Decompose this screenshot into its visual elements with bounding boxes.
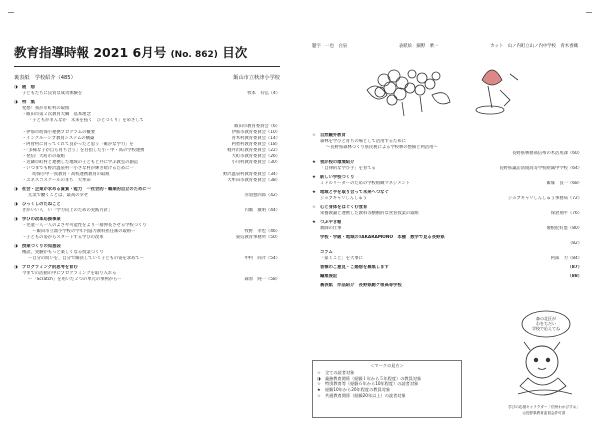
section-title: 特 集: [22, 100, 35, 105]
section-title: 社会・企業が求める資質・能力 一社会的・職業的自立のために一: [22, 187, 151, 192]
entry-title: ー飯田市立鼎小学校の学年内協力教科担任制の取組ー: [28, 229, 136, 234]
entry-title: ぎがいい人 い「学力向上のための実践方針」: [22, 208, 113, 213]
title-rule: [14, 66, 280, 67]
toc-entry: [14, 277, 280, 283]
entry-title: 森林を学びと育ちの場として活用するために: [320, 139, 406, 144]
mascot-caption: 学びの応援キャラクター「信州わかびすお」: [508, 405, 580, 409]
entry-author-page: 保倉翔平（76）: [550, 211, 582, 216]
entry-title: ・飯田市第２次教育大綱 基本理念: [22, 112, 91, 117]
credit-cut: カット 山ノ内町立山ノ内中学校 青木香織: [490, 44, 578, 49]
section-title: つぶやき帳: [320, 220, 342, 225]
toc-entry: [312, 256, 582, 262]
mark-legend-box: [312, 360, 462, 418]
entry-author-page: 青木村教育委員会（14）: [231, 136, 280, 141]
entry-author-page: 長野県林務部信州の木活用課（60）: [512, 151, 582, 156]
section-heading-text: [312, 265, 389, 271]
toc-entry: [312, 196, 582, 202]
mascot-caption: ◎長野県教育委員会許可済: [522, 411, 566, 415]
entry-author-page: 牧野 孝也（46）: [244, 229, 280, 234]
section-title: 皆様のご意見・ご感想を募集します: [320, 265, 389, 270]
toc-entry: [312, 181, 582, 187]
entry-author-page: 俊根紀好恵（80）: [546, 226, 582, 231]
section-page-number: （87）: [567, 265, 582, 270]
section-title: 新しい学校づくり: [320, 175, 355, 180]
section-title: 学校・学級・地域のTAKARAMONO 本棚 数学で見る長野県: [320, 235, 445, 240]
section-heading-text: [312, 283, 402, 289]
entry-title: ・ユネスコスクールのまち 大牟田: [22, 178, 91, 183]
entry-author-page: 軽井沢町教育委員会（22）: [227, 148, 280, 153]
right-toc-list: [312, 130, 582, 289]
entry-author-page: 長野県諏訪清陵高等学校附属中学校（64）: [499, 166, 582, 171]
section-title: プログラミング的思考を育む: [22, 265, 78, 270]
entry-author-page: 飯田市教育委員会（6）: [234, 124, 280, 129]
entry-author-page: 野沢温泉村教育委員会（34）: [222, 172, 280, 177]
hydrangea-flowers: [375, 70, 440, 105]
entry-title: ・インクルーシブ教育システムの構築: [22, 136, 95, 141]
section-title: 編集後記: [320, 274, 338, 279]
bubble-line: 学校で応えてね: [532, 326, 560, 331]
entry-title: 教師の仕事: [320, 226, 342, 231]
section-title: 心と身体をはぐくむ食育: [320, 205, 368, 210]
left-toc-list: [14, 85, 280, 283]
mascot-illustration: [508, 308, 580, 418]
legend-item: ☆ 全ての読者対象: [317, 369, 355, 375]
section-mark-icon: ◑: [14, 265, 18, 270]
toc-entry: [312, 166, 582, 172]
section-mark-icon: ◑: [14, 187, 18, 192]
legend-item: ◑ 義務教育関係（経験１年から５年程度）の教員対象: [317, 375, 422, 381]
hydrangea-illustration: [342, 50, 532, 128]
toc-entry: [312, 211, 582, 217]
entry-title: ・子どもの姿からスタートする学びの改革: [22, 235, 104, 240]
entry-author-page: 小川村教育委員会（30）: [231, 160, 280, 165]
title-suffix: 目次: [217, 45, 248, 60]
entry-title: ミドルリーダーのための学校組織マネジメント: [320, 181, 411, 186]
section-mark-icon: ◑: [14, 244, 18, 249]
toc-entry: [14, 91, 280, 97]
left-page: [14, 30, 280, 420]
toc-entry: [14, 208, 280, 214]
section-mark-icon: ◑: [14, 100, 18, 105]
entry-title: ・いつまでも野沢温泉村一小さな村が輝き続けるために一: [22, 166, 134, 171]
entry-author-page: 阿智村教育委員会（18）: [231, 142, 280, 147]
crop-mark: [586, 12, 592, 13]
section-mark-icon: ◑: [14, 85, 18, 90]
entry-title: 発想！我が市町村の取組: [22, 106, 70, 111]
entry-author-page: 大町市教育委員会（26）: [231, 154, 280, 159]
entry-title: 子どもたちに良質な成功体験を: [22, 91, 83, 96]
section-title: 随 想: [22, 85, 35, 90]
entry-author-page: 東信教育事務所（50）: [235, 235, 280, 240]
right-page: [312, 30, 582, 420]
entry-title: 「家くこと」を大事に: [320, 256, 363, 261]
section-title: 授業づくりの知恵袋: [22, 244, 61, 249]
entry-author-page: 中村 尚介（54）: [244, 256, 280, 261]
legend-item: ★ 経験10年から20年程度の教員対象: [317, 387, 391, 393]
page-title: [14, 46, 280, 62]
entry-title: 精読、実験がもっと楽しくなる授業づくり: [22, 250, 104, 255]
entry-author-page: 内堀 敏明（44）: [244, 208, 280, 213]
entry-author-page: ジョブキャリしんしゅう事務局（72）: [508, 196, 582, 201]
entry-author-page: 大牟田市教育委員会（38）: [227, 178, 280, 183]
entry-title: ・近隣市町村と連携した地域の子どもと共に学ぶ教室の創造: [22, 160, 139, 165]
entry-title: ・児童一人一人のよさや可能性をより一層伸長させる学校づくり: [22, 223, 147, 228]
cover-row: [14, 75, 280, 82]
section-mark-icon: ★: [312, 220, 316, 225]
entry-title: 「自律的な学び手」を育てる: [320, 166, 376, 171]
section-page-number: （88）: [567, 274, 582, 279]
mascot-character-icon: [518, 342, 572, 395]
section-mark-icon: ◑: [14, 202, 18, 207]
section-heading-text: [312, 274, 337, 280]
entry-author-page: （82）: [567, 241, 582, 246]
section-mark-icon: ◑: [14, 217, 18, 222]
toc-entry: [312, 226, 582, 232]
toc-entry: [312, 151, 582, 157]
section-heading: [312, 283, 582, 289]
entry-title: ー「Scratch」を用いた２つの単元の事例からー: [28, 277, 122, 282]
entry-title: ー自分の問いを、自分で解決していく子どもの姿を求めてー: [28, 256, 145, 261]
toc-entry: [14, 256, 280, 262]
entry-title: 幼保小中一貫教育・高校連携教育の取組: [28, 172, 110, 177]
toc-entry: [312, 241, 582, 247]
legend-item: ☆ 特別教育等（経験６年から10年程度）の読者対象: [317, 381, 419, 387]
toc-entry: [14, 235, 280, 241]
cover-label: 裏表紙 学校紹介（485）: [14, 75, 76, 81]
section-title: コラム: [320, 250, 333, 255]
entry-author-page: 阿部 力（84）: [550, 256, 582, 261]
toc-entry: [14, 193, 280, 199]
section-heading-text: [312, 235, 445, 241]
entry-title: ・阿智村に育ってくれて良かったと思う「確かな学力」を: [22, 142, 134, 147]
section-mark-icon: ★: [312, 190, 316, 195]
cover-school: 飯山市立秋津小学校: [233, 75, 280, 81]
entry-author-page: 飯塚 良一（68）: [546, 181, 582, 186]
entry-title: 栄養教諭と連携した教科等横断的な食育授業の取組: [320, 211, 419, 216]
section-mark-icon: ☆: [312, 133, 316, 138]
entry-title: ・「多様な子が自ら育ち合う」を目指した小・中・高の学校連携: [22, 148, 145, 153]
entry-title: 今までの活動の中にプログラミングを取り入れる: [22, 271, 117, 276]
section-heading: [312, 265, 582, 271]
entry-author-page: 赤羽惣四郎（42）: [244, 193, 280, 198]
entry-author-page: 伊那市教育委員会（10）: [231, 130, 280, 135]
bubble-line: 森の北区が: [536, 316, 556, 321]
section-title: 自然観外教育: [320, 133, 346, 138]
section-mark-icon: ★: [312, 160, 316, 165]
legend-item: ☆ 共通教育関係（経験20年以上）の読者対象: [317, 392, 406, 398]
entry-author-page: 森原 純一（58）: [244, 277, 280, 282]
section-mark-icon: ☆: [312, 205, 316, 210]
bubble-line: わをちだい: [536, 321, 556, 326]
issue-number: (No. 862): [170, 50, 218, 60]
section-heading: [312, 274, 582, 280]
credit-title-calligraphy: 題字 一也 白泉: [312, 44, 348, 49]
legend-title: ＜マークの見方＞: [370, 363, 404, 368]
section-mark-icon: ★: [312, 175, 316, 180]
section-title: 裏表紙 作品紹介 長野県駒ケ根高等学校: [320, 283, 402, 288]
entry-title: 「子どもがまんなか 未来を拓く ひとづくり」をめざして: [28, 118, 144, 123]
title-text: 教育指導時報 2021 6月号: [14, 45, 167, 60]
section-title: 地域と手を取り合って未来へつなぐ: [320, 190, 389, 195]
leaf-right: [432, 93, 450, 104]
section-title: 学びの改革応援事業: [22, 217, 61, 222]
entry-title: 元気で働くことは、最高の幸せ: [28, 193, 89, 198]
sprout-figure-icon: [476, 70, 518, 114]
crop-mark: [8, 12, 14, 13]
entry-title: ・伊那市幼保小連携プログラムの概要: [22, 130, 96, 135]
entry-title: 〜長野県森林づくり県民税による学校林の整備と利活用〜: [326, 145, 438, 150]
entry-author-page: 牧本 有弘（4）: [247, 91, 280, 96]
section-title: 我が校の環境紹介: [320, 160, 355, 165]
toc-entry: [14, 178, 280, 184]
credit-cover-art: 表紙絵 細野 乗一: [398, 44, 439, 49]
entry-title: ジョブキャリしんしゅう: [320, 196, 368, 201]
entry-title: ・発信！大町市の取組: [22, 154, 65, 159]
section-title: ひっくしのたねごと: [22, 202, 61, 207]
